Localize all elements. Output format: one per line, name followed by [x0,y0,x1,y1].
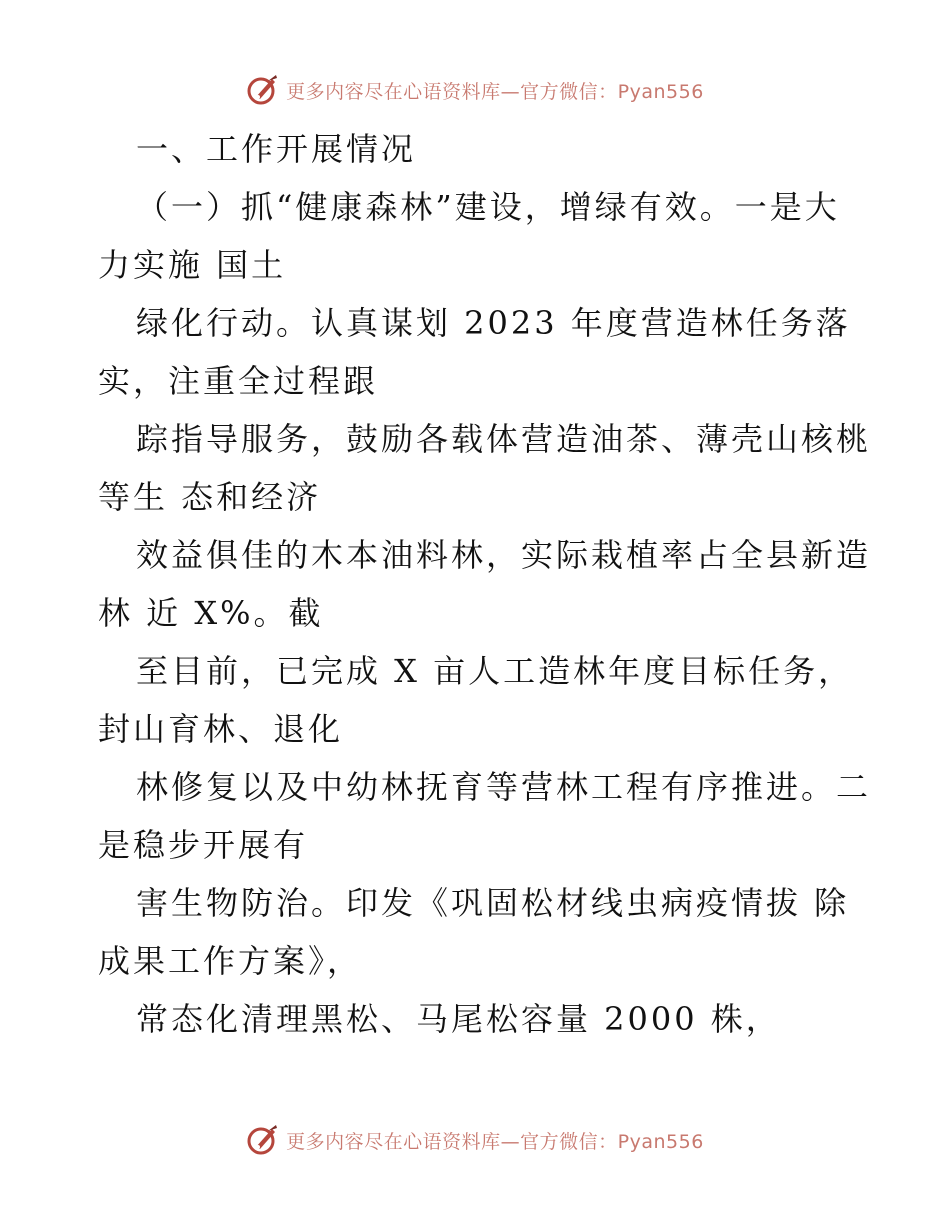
text-line: 常态化清理黑松、马尾松容量 2000 株， [136,1000,781,1038]
text-line: （一）抓“健康森林”建设，增绿有效。一是大 [136,188,840,226]
text-line: 成果工作方案》， [98,942,363,980]
watermark-text: 更多内容尽在心语资料库—官方微信：Pyan556 [286,80,704,103]
section-heading: 一、工作开展情况 [136,130,417,168]
footer-watermark [0,1120,950,1160]
text-line: 等生 态和经济 [98,478,322,516]
text-line: 害生物防治。印发《巩固松材线虫病疫情拔 除 [136,884,850,922]
quill-logo-icon [246,73,280,107]
header-watermark [0,70,950,110]
quill-logo-icon [246,1123,280,1157]
text-line: 绿化行动。认真谋划 2023 年度营造林任务落 [136,304,851,342]
text-line: 是稳步开展有 [98,826,309,864]
text-line: 踪指导服务，鼓励各载体营造油茶、薄壳山核桃 [136,420,872,458]
text-line: 封山育林、退化 [98,710,344,748]
text-line: 力实施 国土 [98,246,287,284]
text-line: 林 近 X%。截 [98,594,324,632]
document-body [98,120,872,1048]
watermark-text: 更多内容尽在心语资料库—官方微信：Pyan556 [286,1130,704,1153]
text-line: 至目前，已完成 X 亩人工造林年度目标任务， [136,652,854,690]
text-line: 实，注重全过程跟 [98,362,379,400]
text-line: 林修复以及中幼林抚育等营林工程有序推进。二 [136,768,872,806]
text-line: 效益俱佳的木本油料林，实际栽植率占全县新造 [136,536,872,574]
